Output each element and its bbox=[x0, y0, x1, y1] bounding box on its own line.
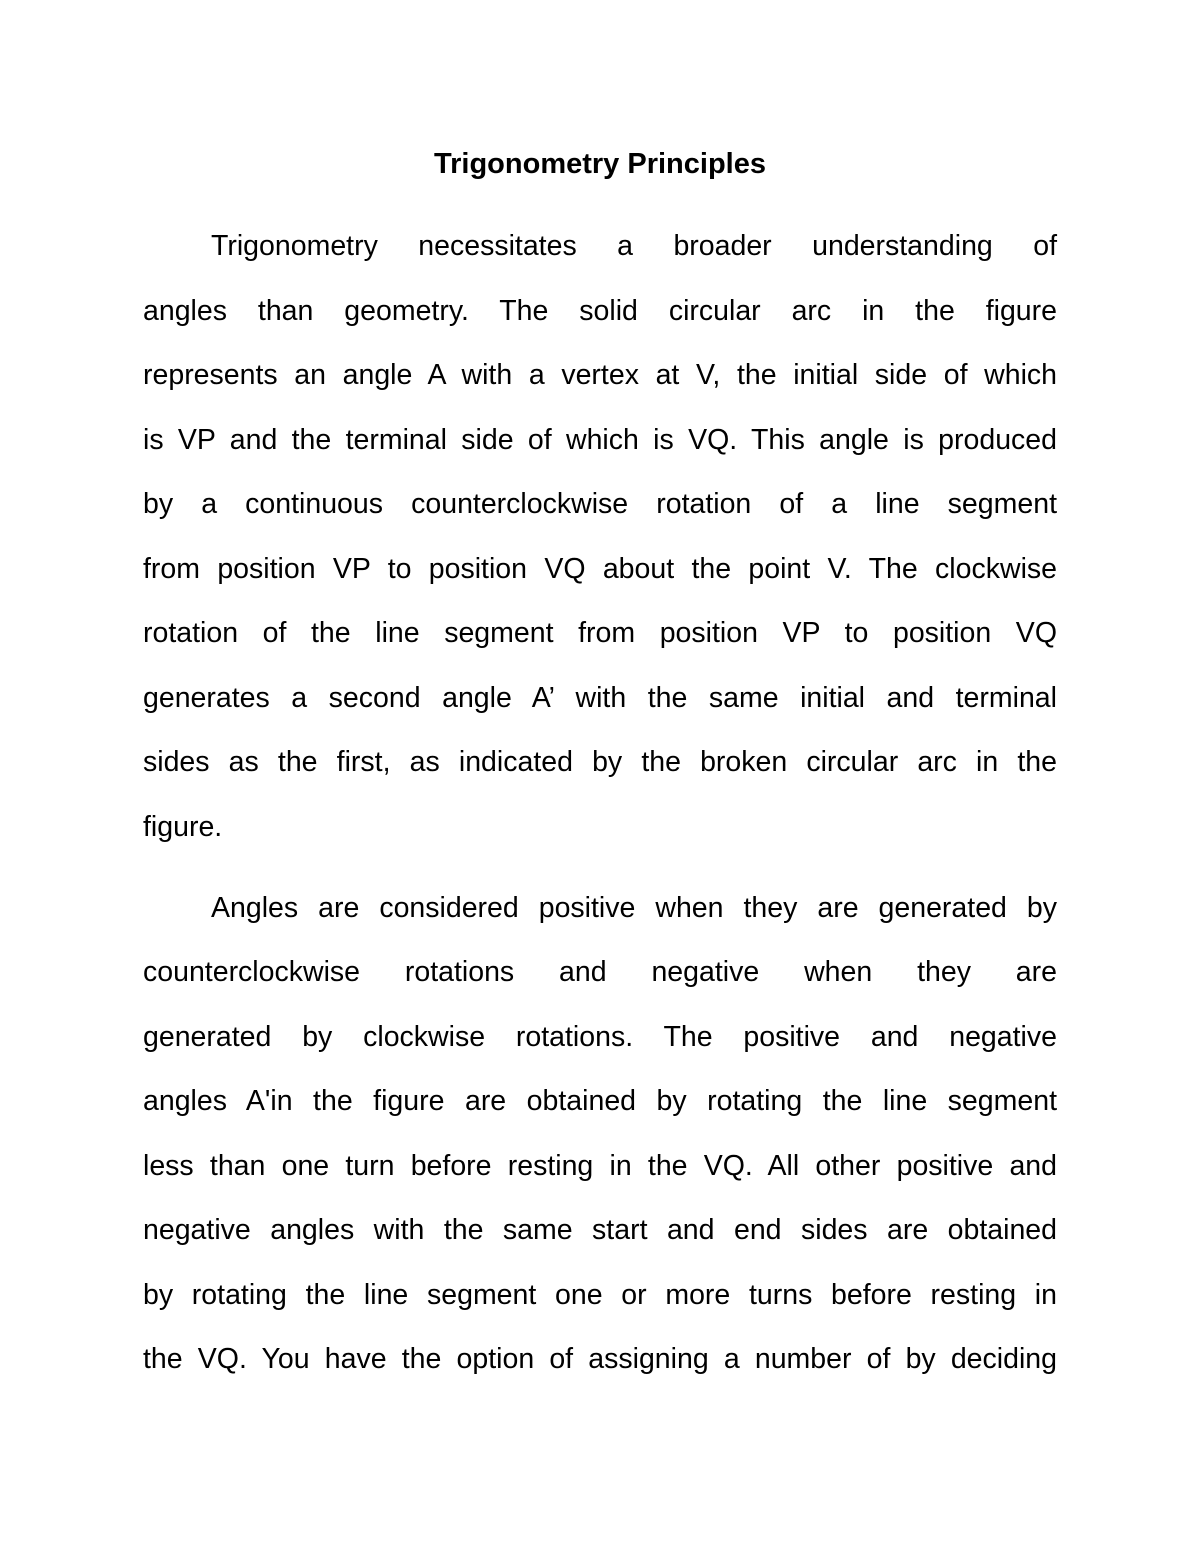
paragraph-1-line-8: generates a second angle A’ with the same initial and terminal bbox=[143, 682, 1057, 714]
paragraph-1-line-1: Trigonometry necessitates a broader understanding of bbox=[211, 230, 1057, 262]
paragraph-1-line-6: from position VP to position VQ about the point V. The clockwise bbox=[143, 553, 1057, 585]
paragraph-1-line-5: by a continuous counterclockwise rotation of a line segment bbox=[143, 488, 1057, 520]
paragraph-2-line-8: the VQ. You have the option of assigning a number of by deciding bbox=[143, 1343, 1057, 1375]
paragraph-1-line-4: is VP and the terminal side of which is VQ. This angle is produced bbox=[143, 424, 1057, 456]
paragraph-2-line-5: less than one turn before resting in the VQ. All other positive and bbox=[143, 1150, 1057, 1182]
paragraph-2-line-6: negative angles with the same start and end sides are obtained bbox=[143, 1214, 1057, 1246]
paragraph-2-line-4: angles A'in the figure are obtained by rotating the line segment bbox=[143, 1085, 1057, 1117]
document-title: Trigonometry Principles bbox=[434, 148, 766, 180]
paragraph-1-line-10: figure. bbox=[143, 811, 223, 843]
paragraph-1-line-3: represents an angle A with a vertex at V, the initial side of which bbox=[143, 359, 1057, 391]
paragraph-2-line-2: counterclockwise rotations and negative when they are bbox=[143, 956, 1057, 988]
paragraph-1-line-2: angles than geometry. The solid circular arc in the figure bbox=[143, 295, 1057, 327]
paragraph-2-line-7: by rotating the line segment one or more turns before resting in bbox=[143, 1279, 1057, 1311]
paragraph-1-line-9: sides as the first, as indicated by the broken circular arc in the bbox=[143, 746, 1057, 778]
paragraph-2-line-3: generated by clockwise rotations. The positive and negative bbox=[143, 1021, 1057, 1053]
paragraph-2-line-1: Angles are considered positive when they are generated by bbox=[211, 892, 1057, 924]
paragraph-1-line-7: rotation of the line segment from position VP to position VQ bbox=[143, 617, 1057, 649]
